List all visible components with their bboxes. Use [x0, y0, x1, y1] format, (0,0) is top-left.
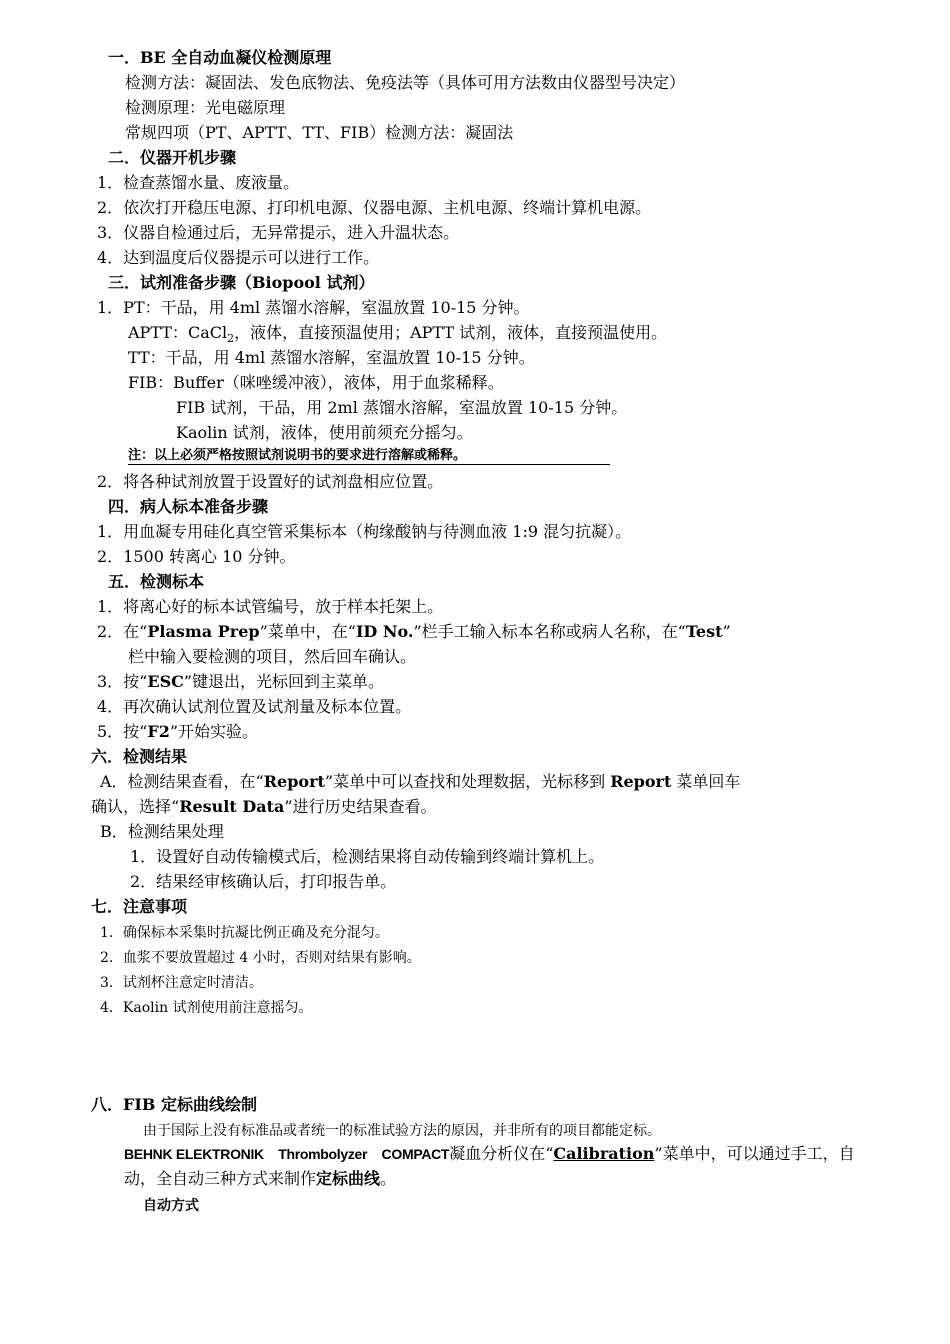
list-item: 3．仪器自检通过后，无异常提示，进入升温状态。	[97, 223, 460, 242]
list-item: 2．结果经审核确认后，打印报告单。	[130, 872, 397, 891]
s3-note: 注：以上必须严格按照试剂说明书的要求进行溶解或稀释。	[128, 448, 467, 463]
s8-subheading: 自动方式	[143, 1198, 199, 1214]
section-1-title: 一．BE 全自动血凝仪检测原理	[108, 48, 332, 67]
note-underline	[128, 464, 610, 465]
s3-fib-reagent: FIB 试剂，干品，用 2ml 蒸馏水溶解，室温放置 10-15 分钟。	[176, 398, 628, 417]
s3-kaolin: Kaolin 试剂，液体，使用前须充分摇匀。	[176, 423, 473, 442]
list-item: 3．按“ESC”键退出，光标回到主菜单。	[97, 672, 385, 691]
list-item: 1．设置好自动传输模式后，检测结果将自动传输到终端计算机上。	[130, 847, 605, 866]
s3-aptt: APTT：CaCl$_2$，液体，直接预温使用；APTT 试剂，液体，直接预温使用。	[128, 323, 668, 346]
s3-item-2: 2．将各种试剂放置于设置好的试剂盘相应位置。	[97, 472, 444, 491]
list-item: 1．将离心好的标本试管编号，放于样本托架上。	[97, 597, 444, 616]
s3-tt: TT：干品，用 4ml 蒸馏水溶解，室温放置 10-15 分钟。	[128, 348, 535, 367]
section-3-title: 三．试剂准备步骤（Biopool 试剂）	[108, 273, 375, 292]
list-item: 5．按“F2”开始实验。	[97, 722, 259, 741]
section-4-title: 四．病人标本准备步骤	[108, 497, 269, 516]
list-item: 1．确保标本采集时抗凝比例正确及充分混匀。	[100, 925, 389, 941]
list-item: 2．依次打开稳压电源、打印机电源、仪器电源、主机电源、终端计算机电源。	[97, 198, 652, 217]
list-item: 1．用血凝专用硅化真空管采集标本（枸缘酸钠与待测血液 1:9 混匀抗凝）。	[97, 522, 632, 541]
list-item: 2．在“Plasma Prep”菜单中，在“ID No.”栏手工输入标本名称或病人名称，在“Test”	[97, 622, 731, 641]
list-item-continuation: 栏中输入要检测的项目，然后回车确认。	[128, 647, 417, 666]
section-7-title: 七．注意事项	[91, 897, 188, 916]
s8-para-2: BEHNK ELEKTRONIK Thrombolyzer COMPACT凝血分析仪在“Calibration”菜单中，可以通过手工，自	[124, 1144, 855, 1163]
s3-pt: 1．PT：干品，用 4ml 蒸馏水溶解，室温放置 10-15 分钟。	[97, 298, 530, 317]
s6-b: B．检测结果处理	[100, 822, 224, 841]
list-item: 4．Kaolin 试剂使用前注意摇匀。	[100, 1000, 313, 1016]
s3-fib-buffer: FIB：Buffer（咪唑缓冲液），液体，用于血浆稀释。	[128, 373, 504, 392]
list-item: 3．试剂杯注意定时清洁。	[100, 975, 263, 991]
list-item: 2．血浆不要放置超过 4 小时，否则对结果有影响。	[100, 950, 421, 966]
list-item: 4．达到温度后仪器提示可以进行工作。	[97, 248, 380, 267]
section-8-title: 八．FIB 定标曲线绘制	[91, 1095, 257, 1114]
section-6-title: 六．检测结果	[91, 747, 188, 766]
list-item: 2．1500 转离心 10 分钟。	[97, 547, 296, 566]
s8-para-3: 动，全自动三种方式来制作定标曲线。	[124, 1169, 397, 1188]
section-2-title: 二．仪器开机步骤	[108, 148, 237, 167]
list-item: 4．再次确认试剂位置及试剂量及标本位置。	[97, 697, 412, 716]
s8-para-1: 由于国际上没有标准品或者统一的标准试验方法的原因，并非所有的项目都能定标。	[143, 1123, 661, 1139]
s1-routine: 常规四项（PT、APTT、TT、FIB）检测方法：凝固法	[125, 123, 514, 142]
list-item: 1．检查蒸馏水量、废液量。	[97, 173, 300, 192]
s6-a: A．检测结果查看，在“Report”菜单中可以查找和处理数据，光标移到 Report 菜单回车	[100, 772, 741, 791]
s6-a-continuation: 确认，选择“Result Data”进行历史结果查看。	[91, 797, 437, 816]
section-5-title: 五．检测标本	[108, 572, 205, 591]
s1-method: 检测方法：凝固法、发色底物法、免疫法等（具体可用方法数由仪器型号决定）	[125, 73, 686, 92]
s1-principle: 检测原理：光电磁原理	[125, 98, 286, 117]
